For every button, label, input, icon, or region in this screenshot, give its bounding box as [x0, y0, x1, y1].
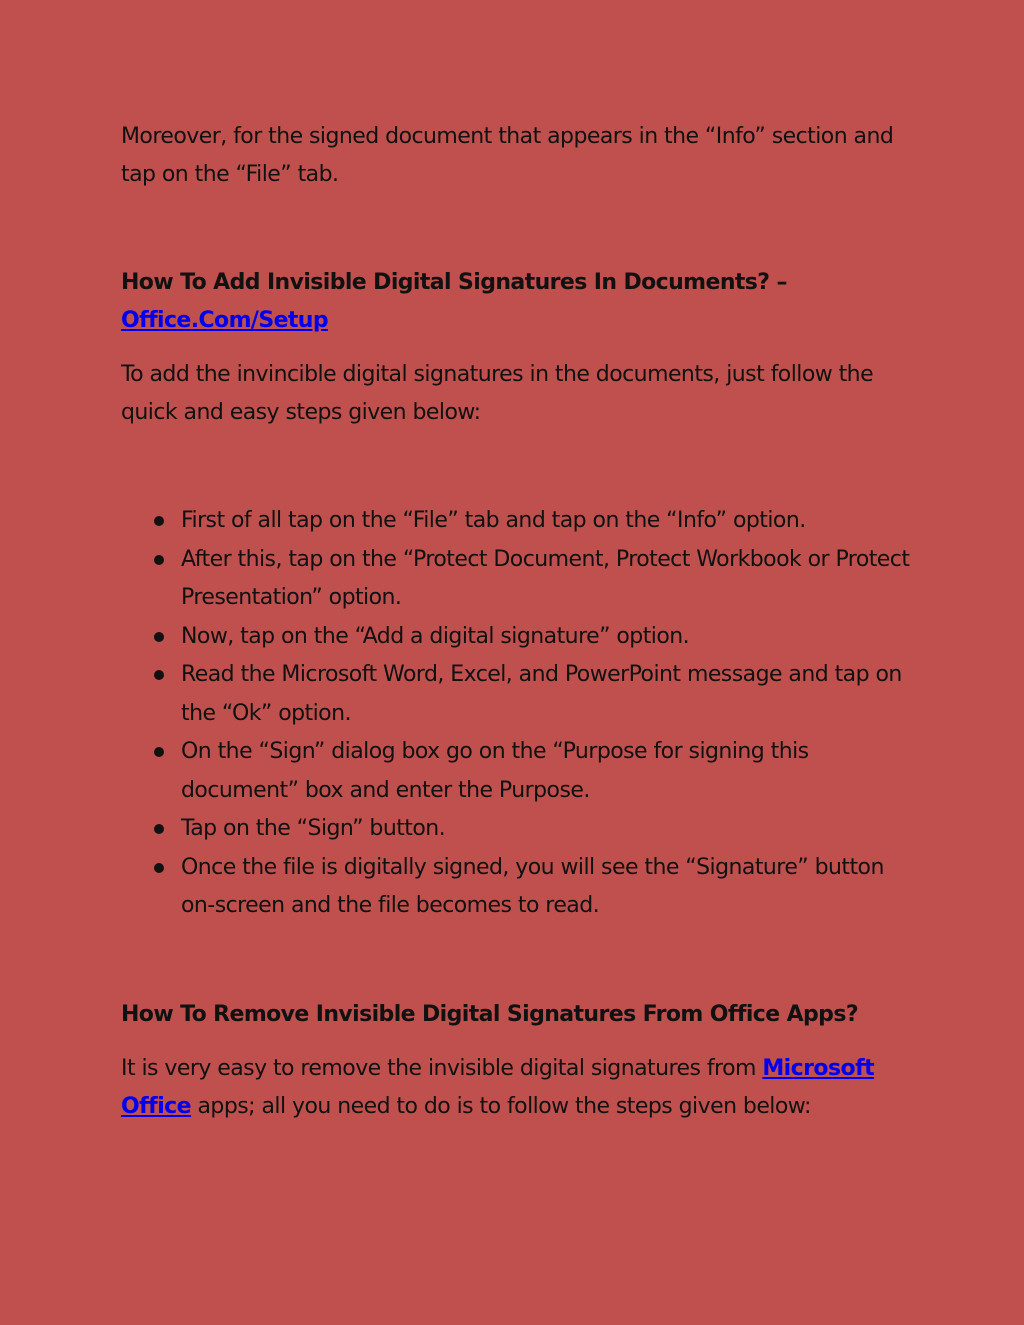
- list-item: [121, 733, 921, 810]
- bullet-icon: [154, 747, 164, 757]
- list-item-text: Once the file is digitally signed, you will see the “Signature” button on-screen and the file becomes to read.: [181, 854, 884, 918]
- microsoft-office-link[interactable]: Microsoft Office: [121, 1055, 875, 1119]
- bullet-icon: [154, 824, 164, 834]
- list-item-text: Now, tap on the “Add a digital signature” option.: [181, 623, 690, 649]
- list-item-text: First of all tap on the “File” tab and tap on the “Info” option.: [181, 508, 806, 533]
- add-signature-steps-list: [121, 502, 921, 926]
- list-item-text: Read the Microsoft Word, Excel, and PowerPoint message and tap on the “Ok” option.: [181, 662, 902, 726]
- remove-lead-text-before: It is very easy to remove the invisible digital signatures from: [121, 1055, 763, 1081]
- add-signatures-lead: To add the invincible digital signatures in the documents, just follow the quick and easy steps given below:: [121, 362, 874, 425]
- intro-paragraph: Moreover, for the signed document that appears in the “Info” section and tap on the “File” tab.: [121, 124, 894, 187]
- section-heading-remove-signatures: How To Remove Invisible Digital Signatures From Office Apps?: [121, 1001, 858, 1027]
- list-item: [121, 656, 921, 733]
- list-item: [121, 810, 921, 849]
- list-item: [121, 502, 921, 541]
- page-content: [121, 118, 921, 1126]
- bullet-icon: [154, 555, 164, 565]
- office-setup-link[interactable]: Office.Com/Setup: [121, 308, 329, 333]
- bullet-icon: [154, 863, 164, 873]
- section-heading-add-signatures: [121, 264, 921, 340]
- list-item: [121, 849, 921, 926]
- list-item: [121, 618, 921, 657]
- bullet-icon: [154, 516, 164, 526]
- list-item: [121, 541, 921, 618]
- bullet-icon: [154, 632, 164, 642]
- bullet-icon: [154, 670, 164, 680]
- list-item-text: Tap on the “Sign” button.: [181, 816, 446, 841]
- list-item-text: On the “Sign” dialog box go on the “Purpose for signing this document” box and enter the Purpose.: [181, 739, 809, 803]
- remove-lead-text-after: apps; all you need to do is to follow the steps given below:: [191, 1093, 811, 1119]
- list-item-text: After this, tap on the “Protect Document, Protect Workbook or Protect Presentation” option.: [181, 546, 910, 610]
- remove-signatures-lead: [121, 1050, 921, 1126]
- section-heading-text: How To Add Invisible Digital Signatures In Documents? –: [121, 270, 787, 295]
